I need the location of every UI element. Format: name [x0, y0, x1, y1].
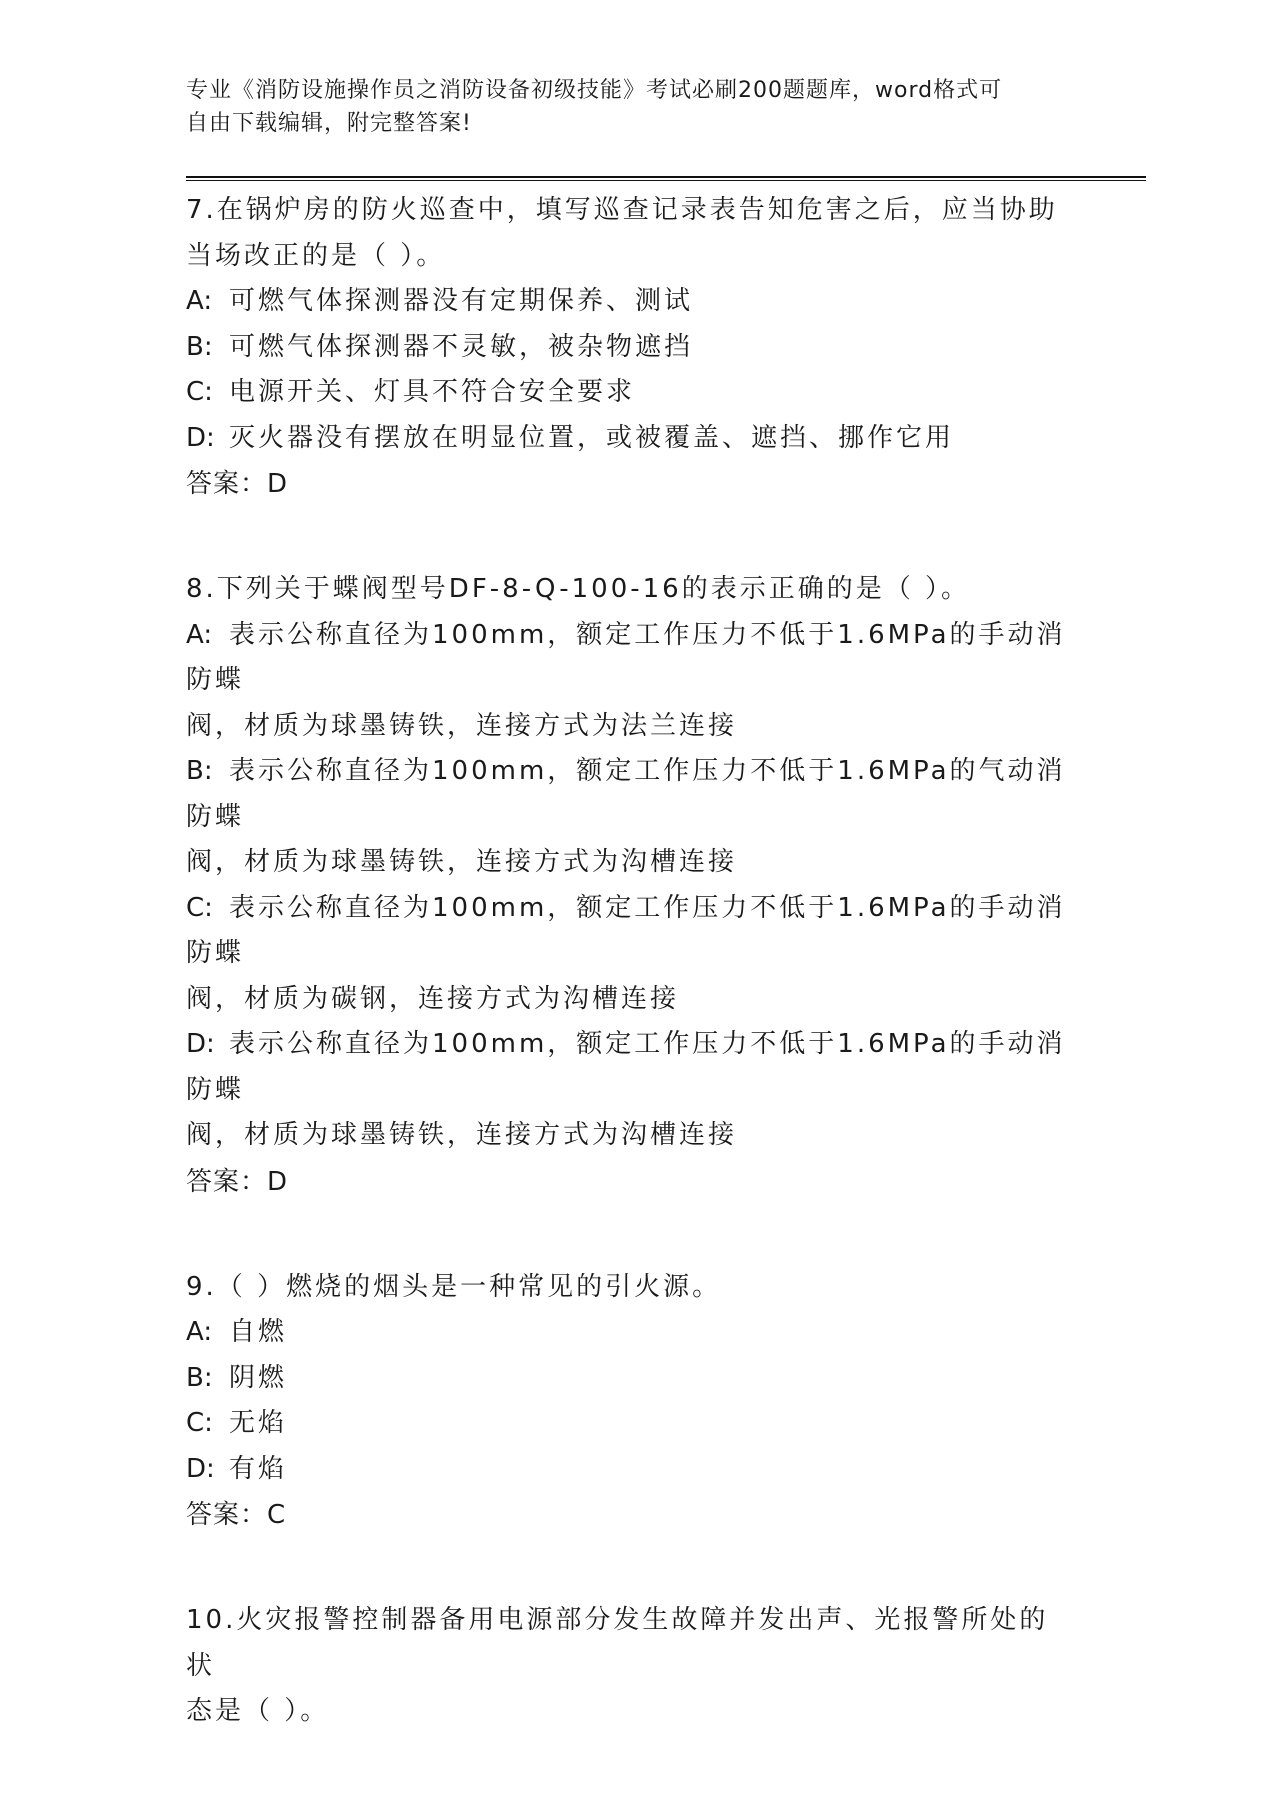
option-letter: C:	[186, 892, 213, 923]
answer-line: 答案：C	[186, 1500, 287, 1530]
option-text: 表示公称直径为100mm，额定工作压力不低于1.6MPa的气动消防蝶	[186, 756, 1066, 832]
option-d	[186, 1022, 1086, 1113]
question-9	[186, 1265, 1086, 1539]
option-text: 灭火器没有摆放在明显位置，或被覆盖、遮挡、挪作它用	[229, 422, 955, 453]
option-letter: D:	[186, 422, 215, 453]
option-text: 有焰	[229, 1453, 288, 1484]
question-10	[186, 1598, 1086, 1735]
option-a-continued: 阀，材质为球墨铸铁，连接方式为法兰连接	[186, 710, 738, 741]
question-stem-line: 8.下列关于蝶阀型号DF-8-Q-100-16的表示正确的是（ ）。	[186, 574, 970, 604]
answer-line: 答案：D	[186, 1166, 289, 1197]
question-stem-line: 9.（ ）燃烧的烟头是一种常见的引火源。	[186, 1271, 722, 1302]
option-text: 电源开关、灯具不符合安全要求	[229, 377, 636, 407]
header-line-2: 自由下载编辑，附完整答案!	[186, 111, 472, 136]
option-c-continued: 阀，材质为碳钢，连接方式为沟槽连接	[186, 983, 680, 1014]
question-stem-line: 7.在锅炉房的防火巡查中，填写巡查记录表告知危害之后，应当协助	[186, 195, 1058, 225]
option-letter: A:	[186, 286, 213, 316]
option-text: 无焰	[229, 1408, 288, 1438]
question-list	[186, 188, 1086, 1795]
option-letter: A:	[186, 1317, 213, 1347]
question-stem-line: 10.火灾报警控制器备用电源部分发生故障并发出声、光报警所处的状	[186, 1605, 1049, 1681]
option-letter: B:	[186, 1362, 213, 1393]
option-b	[186, 325, 1086, 371]
header-line-1: 专业《消防设施操作员之消防设备初级技能》考试必刷200题题库，word格式可	[186, 78, 1003, 103]
question-7	[186, 188, 1086, 507]
option-a	[186, 279, 1086, 325]
option-letter: B:	[186, 331, 213, 362]
option-a	[186, 1310, 1086, 1356]
option-text: 可燃气体探测器没有定期保养、测试	[229, 286, 694, 316]
option-d	[186, 1447, 1086, 1493]
document-header	[186, 74, 1066, 140]
option-d	[186, 416, 1086, 462]
option-letter: B:	[186, 756, 213, 786]
option-c	[186, 886, 1086, 977]
option-text: 自燃	[229, 1317, 288, 1347]
option-letter: C:	[186, 377, 213, 407]
option-text: 阴燃	[229, 1362, 288, 1393]
option-letter: C:	[186, 1408, 213, 1438]
option-a	[186, 613, 1086, 704]
option-letter: D:	[186, 1453, 215, 1484]
option-c	[186, 370, 1086, 416]
option-text: 表示公称直径为100mm，额定工作压力不低于1.6MPa的手动消防蝶	[186, 1029, 1066, 1105]
option-text: 表示公称直径为100mm，额定工作压力不低于1.6MPa的手动消防蝶	[186, 892, 1066, 968]
option-d-continued: 阀，材质为球墨铸铁，连接方式为沟槽连接	[186, 1120, 738, 1150]
answer-line: 答案：D	[186, 469, 289, 499]
header-divider	[186, 176, 1146, 181]
option-b	[186, 1356, 1086, 1402]
option-letter: D:	[186, 1029, 215, 1059]
option-text: 可燃气体探测器不灵敏，被杂物遮挡	[229, 331, 694, 362]
option-c	[186, 1401, 1086, 1447]
option-text: 表示公称直径为100mm，额定工作压力不低于1.6MPa的手动消防蝶	[186, 619, 1066, 695]
option-b	[186, 749, 1086, 840]
question-stem-line: 态是（ ）。	[186, 1696, 330, 1726]
option-letter: A:	[186, 619, 213, 650]
option-b-continued: 阀，材质为球墨铸铁，连接方式为沟槽连接	[186, 847, 738, 877]
question-8	[186, 567, 1086, 1205]
question-stem-line: 当场改正的是（ ）。	[186, 240, 446, 271]
